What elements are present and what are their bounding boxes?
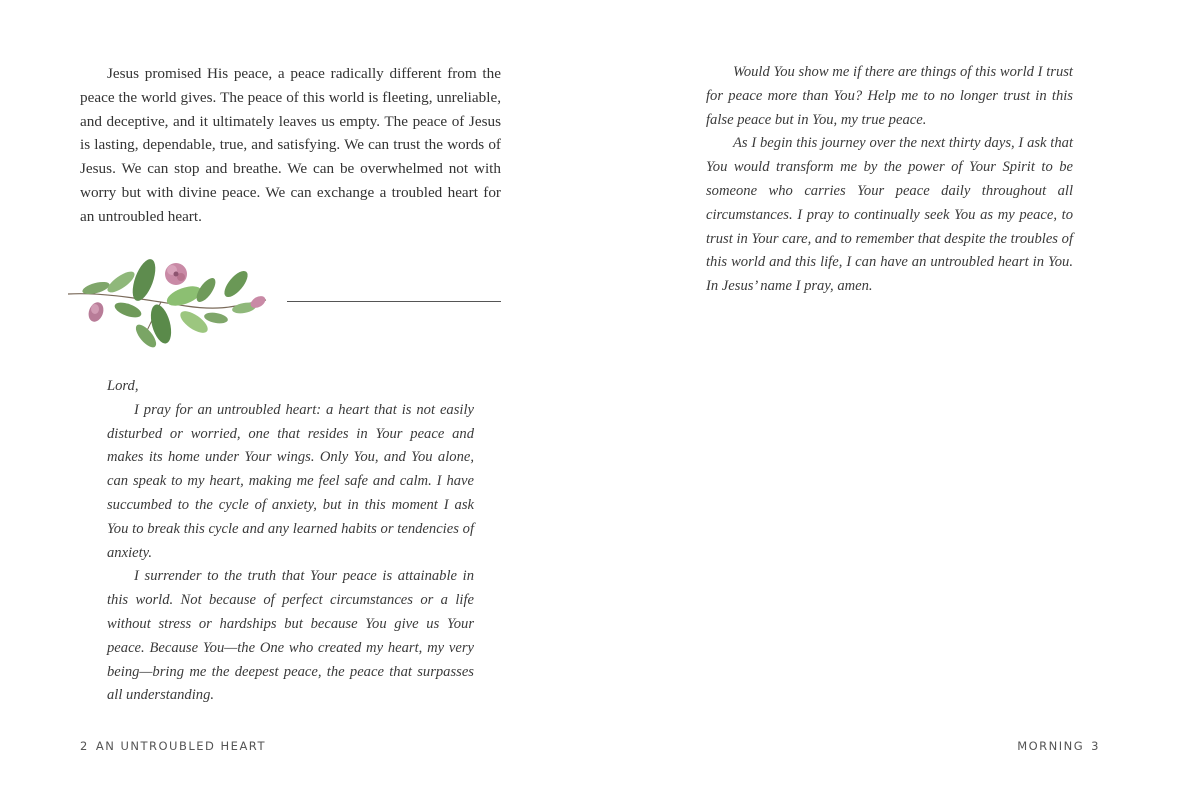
running-head: MORNING: [1017, 739, 1085, 753]
body-text: [80, 62, 501, 229]
floral-sprig-icon: [66, 252, 276, 362]
footer-left: [80, 739, 266, 753]
footer-right: [1017, 739, 1100, 753]
right-page: [590, 0, 1180, 804]
prayer-paragraph: Would You show me if there are things of this world I trust for peace more than You? Help me to no longer trust in this false peace but in You, my true peace.: [706, 64, 1073, 128]
body-paragraph: Jesus promised His peace, a peace radically different from the peace the world gives. The peace of this world is fleeting, unreliable, and deceptive, and it ultimately leaves us empty. The peace of Jesus is lasting, dependable, true, and satisfying. We can trust the words of Jesus. We can stop and breathe. We can be overwhelmed not with worry but with divine peace. We can exchange a troubled heart for an untroubled heart.: [80, 65, 501, 225]
prayer-block: [107, 375, 474, 708]
prayer-block: [706, 61, 1073, 299]
running-head: AN UNTROUBLED HEART: [95, 739, 266, 753]
prayer-salutation: Lord,: [107, 378, 139, 394]
prayer-paragraph: I surrender to the truth that Your peace is attainable in this world. Not because of perfect circumstances or a life without stress or hardships but because You give us Your peace. Because You—the One who created my heart, my very being—bring me the deepest peace, the peace that surpasses all understanding.: [107, 568, 474, 704]
prayer-paragraph: I pray for an untroubled heart: a heart that is not easily disturbed or worried, one that resides in Your peace and makes its home under Your wings. Only You, and You alone, can speak to my heart, making me feel safe and calm. I have succumbed to the cycle of anxiety, but in this moment I ask You to break this cycle and any learned habits or tendencies of anxiety.: [107, 401, 474, 561]
prayer-paragraph: As I begin this journey over the next thirty days, I ask that You would transform me by the power of Your Spirit to be someone who carries Your peace daily throughout all circumstances. I pray to continually seek You as my peace, to trust in Your care, and to remember that despite the troubles of this world and this life, I can have an untroubled heart in You. In Jesus’ name I pray, amen.: [706, 135, 1073, 295]
divider-rule: [287, 301, 501, 302]
page-number: 2: [80, 739, 89, 753]
page-number: 3: [1091, 739, 1100, 753]
